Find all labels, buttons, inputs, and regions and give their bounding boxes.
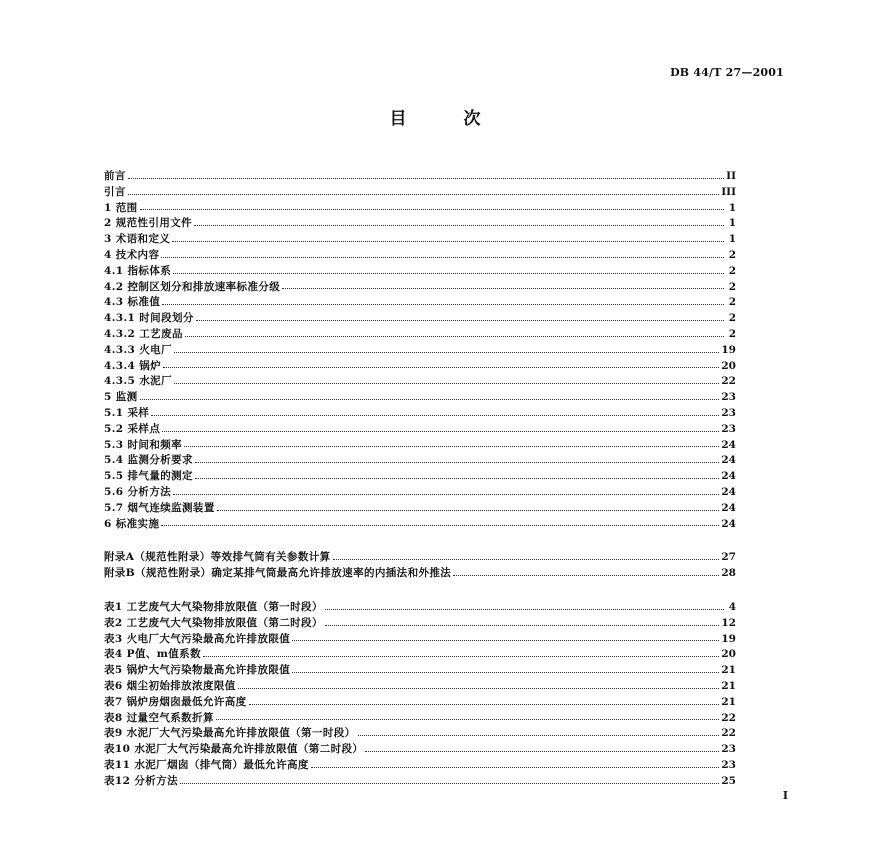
- toc-entry-page-number: 2: [728, 296, 736, 309]
- toc-entry-label: 5.6 分析方法: [104, 485, 172, 498]
- table-entry-page-number: 21: [721, 695, 736, 708]
- toc-entry-label: 2 规范性引用文件: [104, 217, 193, 230]
- table-entry[interactable]: [104, 679, 736, 695]
- appendix-entry-page-number: 28: [721, 567, 736, 580]
- table-entry-page-number: 22: [721, 727, 736, 740]
- table-entry-label: 表3 火电厂大气污染最高允许排放限值: [104, 632, 291, 645]
- dot-leader: [325, 625, 720, 626]
- table-entry[interactable]: [104, 742, 736, 758]
- toc-entry[interactable]: [104, 469, 736, 485]
- dot-leader: [172, 241, 724, 242]
- toc-entry[interactable]: [104, 438, 736, 454]
- dot-leader: [194, 225, 724, 226]
- dot-leader: [365, 751, 719, 752]
- dot-leader: [161, 525, 719, 526]
- table-entry[interactable]: [104, 632, 736, 648]
- table-entry-page-number: 12: [721, 616, 736, 629]
- dot-leader: [203, 656, 719, 657]
- table-entry-label: 表9 水泥厂大气污染最高允许排放限值（第一时段）: [104, 727, 356, 740]
- table-entry-page-number: 22: [721, 711, 736, 724]
- table-entry[interactable]: [104, 774, 736, 790]
- dot-leader: [282, 288, 724, 289]
- table-entry-page-number: 21: [721, 679, 736, 692]
- toc-entry-page-number: 1: [728, 217, 736, 230]
- dot-leader: [173, 494, 719, 495]
- toc-entry-page-number: 23: [721, 391, 736, 404]
- table-entry[interactable]: [104, 647, 736, 663]
- table-entry-page-number: 19: [721, 632, 736, 645]
- dot-leader: [173, 273, 724, 274]
- table-entry-label: 表10 水泥厂大气污染最高允许排放限值（第二时段）: [104, 743, 364, 756]
- table-entry[interactable]: [104, 758, 736, 774]
- toc-entry[interactable]: [104, 169, 736, 185]
- dot-leader: [140, 209, 724, 210]
- toc-entry-label: 1 范围: [104, 201, 138, 214]
- toc-entry-page-number: 2: [728, 280, 736, 293]
- dot-leader: [185, 336, 724, 337]
- toc-entry[interactable]: [104, 185, 736, 201]
- dot-leader: [249, 704, 720, 705]
- toc-entry[interactable]: [104, 248, 736, 264]
- toc-entry-page-number: 1: [728, 201, 736, 214]
- dot-leader: [163, 367, 719, 368]
- table-entry-label: 表7 锅炉房烟囱最低允许高度: [104, 695, 247, 708]
- appendix-entry[interactable]: [104, 550, 736, 566]
- table-entry-page-number: 20: [721, 648, 736, 661]
- toc-entry-page-number: III: [721, 185, 736, 198]
- dot-leader: [217, 510, 720, 511]
- table-entry[interactable]: [104, 726, 736, 742]
- toc-entry-page-number: 2: [728, 327, 736, 340]
- dot-leader: [311, 767, 720, 768]
- dot-leader: [195, 478, 719, 479]
- toc-entry-label: 4.3 标准值: [104, 296, 161, 309]
- page-title: [0, 104, 870, 129]
- toc-entry-label: 5 监测: [104, 391, 138, 404]
- toc-entry-label: 4.3.4 锅炉: [104, 359, 162, 372]
- table-entry-label: 表1 工艺废气大气染物排放限值（第一时段）: [104, 600, 323, 613]
- toc-entry-label: 4.3.1 时间段划分: [104, 312, 194, 325]
- table-entry-label: 表4 P值、m值系数: [104, 648, 201, 661]
- dot-leader: [180, 783, 719, 784]
- toc-entry-label: 5.1 采样: [104, 406, 150, 419]
- toc-entry[interactable]: [104, 232, 736, 248]
- toc-entry-label: 4.3.5 水泥厂: [104, 375, 172, 388]
- toc-entry[interactable]: [104, 485, 736, 501]
- toc-entry-label: 6 标准实施: [104, 517, 160, 530]
- table-entry-page-number: 23: [721, 743, 736, 756]
- toc-entry-label: 引言: [104, 185, 126, 198]
- toc-entry-page-number: 20: [721, 359, 736, 372]
- toc-entry-label: 4 技术内容: [104, 248, 160, 261]
- dot-leader: [333, 559, 720, 560]
- table-entry[interactable]: [104, 711, 736, 727]
- dot-leader: [184, 446, 719, 447]
- dot-leader: [151, 415, 719, 416]
- table-entry-page-number: 23: [721, 758, 736, 771]
- appendix-entry-label: 附录B（规范性附录）确定某排气筒最高允许排放速率的内插法和外推法: [104, 567, 452, 580]
- toc-entry[interactable]: [104, 406, 736, 422]
- appendix-entry-page-number: 27: [721, 551, 736, 564]
- dot-leader: [195, 462, 719, 463]
- appendix-entry[interactable]: [104, 566, 736, 582]
- toc-entry-page-number: 1: [728, 233, 736, 246]
- table-entry-page-number: 25: [721, 774, 736, 787]
- dot-leader: [128, 178, 724, 179]
- toc-entry-label: 5.7 烟气连续监测装置: [104, 501, 215, 514]
- toc-entry[interactable]: [104, 311, 736, 327]
- table-entry-page-number: 4: [728, 600, 736, 613]
- dot-leader: [292, 672, 719, 673]
- dot-leader: [161, 257, 724, 258]
- dot-leader: [216, 719, 720, 720]
- toc-entry[interactable]: [104, 264, 736, 280]
- dot-leader: [140, 399, 720, 400]
- toc-entry-label: 5.2 采样点: [104, 422, 161, 435]
- standard-number: DB 44/T 27—2001: [670, 66, 784, 79]
- toc-entry-page-number: 2: [728, 248, 736, 261]
- toc-entry[interactable]: [104, 280, 736, 296]
- page-folio: I: [782, 789, 788, 802]
- toc-entry[interactable]: [104, 343, 736, 359]
- table-entry-label: 表2 工艺废气大气染物排放限值（第二时段）: [104, 616, 323, 629]
- toc-entry-page-number: 2: [728, 264, 736, 277]
- dot-leader: [453, 575, 719, 576]
- dot-leader: [162, 304, 724, 305]
- toc-entry[interactable]: [104, 359, 736, 375]
- dot-leader: [174, 352, 719, 353]
- toc-entry-page-number: 24: [721, 517, 736, 530]
- toc-entry-page-number: 24: [721, 501, 736, 514]
- toc-entry-label: 4.3.3 火电厂: [104, 343, 172, 356]
- dot-leader: [174, 383, 719, 384]
- dot-leader: [292, 640, 719, 641]
- appendix-entry-label: 附录A（规范性附录）等效排气筒有关参数计算: [104, 551, 331, 564]
- dot-leader: [358, 735, 720, 736]
- table-entry-label: 表6 烟尘初始排放浓度限值: [104, 679, 236, 692]
- table-entry-label: 表8 过量空气系数折算: [104, 711, 214, 724]
- dot-leader: [196, 320, 724, 321]
- toc-entry[interactable]: [104, 422, 736, 438]
- toc-entry[interactable]: [104, 390, 736, 406]
- toc-entry-label: 4.1 指标体系: [104, 264, 172, 277]
- title-char-1: 目: [389, 109, 407, 129]
- toc-entry[interactable]: [104, 453, 736, 469]
- toc-entry-label: 5.5 排气量的测定: [104, 470, 193, 483]
- toc-entry-label: 4.3.2 工艺废品: [104, 327, 183, 340]
- toc-entry-page-number: 24: [721, 485, 736, 498]
- toc-entry[interactable]: [104, 374, 736, 390]
- table-entry[interactable]: [104, 663, 736, 679]
- toc-entry-page-number: 24: [721, 438, 736, 451]
- table-entry[interactable]: [104, 600, 736, 616]
- toc-entry[interactable]: [104, 327, 736, 343]
- table-entry-label: 表11 水泥厂烟囱（排气筒）最低允许高度: [104, 758, 309, 771]
- dot-leader: [238, 688, 720, 689]
- table-entry[interactable]: [104, 616, 736, 632]
- table-of-contents: [104, 169, 736, 789]
- toc-entry-page-number: 24: [721, 470, 736, 483]
- dot-leader: [325, 609, 724, 610]
- table-entry-label: 表5 锅炉大气污染物最高允许排放限值: [104, 664, 291, 677]
- toc-entry-page-number: 23: [721, 406, 736, 419]
- dot-leader: [128, 194, 719, 195]
- toc-entry-page-number: 19: [721, 343, 736, 356]
- toc-entry-page-number: 22: [721, 375, 736, 388]
- toc-entry-label: 5.4 监测分析要求: [104, 454, 193, 467]
- toc-entry[interactable]: [104, 517, 736, 533]
- toc-entry-label: 4.2 控制区划分和排放速率标准分级: [104, 280, 281, 293]
- table-entry-page-number: 21: [721, 664, 736, 677]
- toc-entry-page-number: II: [726, 170, 736, 182]
- toc-entry[interactable]: [104, 216, 736, 232]
- toc-entry[interactable]: [104, 295, 736, 311]
- table-entry[interactable]: [104, 695, 736, 711]
- dot-leader: [162, 431, 719, 432]
- toc-entry-label: 3 术语和定义: [104, 233, 171, 246]
- title-char-2: 次: [463, 109, 481, 129]
- toc-entry-label: 前言: [104, 170, 126, 182]
- toc-entry-page-number: 2: [728, 312, 736, 325]
- toc-entry[interactable]: [104, 201, 736, 217]
- toc-entry-page-number: 24: [721, 454, 736, 467]
- toc-entry-page-number: 23: [721, 422, 736, 435]
- toc-entry[interactable]: [104, 501, 736, 517]
- toc-entry-label: 5.3 时间和频率: [104, 438, 183, 451]
- table-entry-label: 表12 分析方法: [104, 774, 178, 787]
